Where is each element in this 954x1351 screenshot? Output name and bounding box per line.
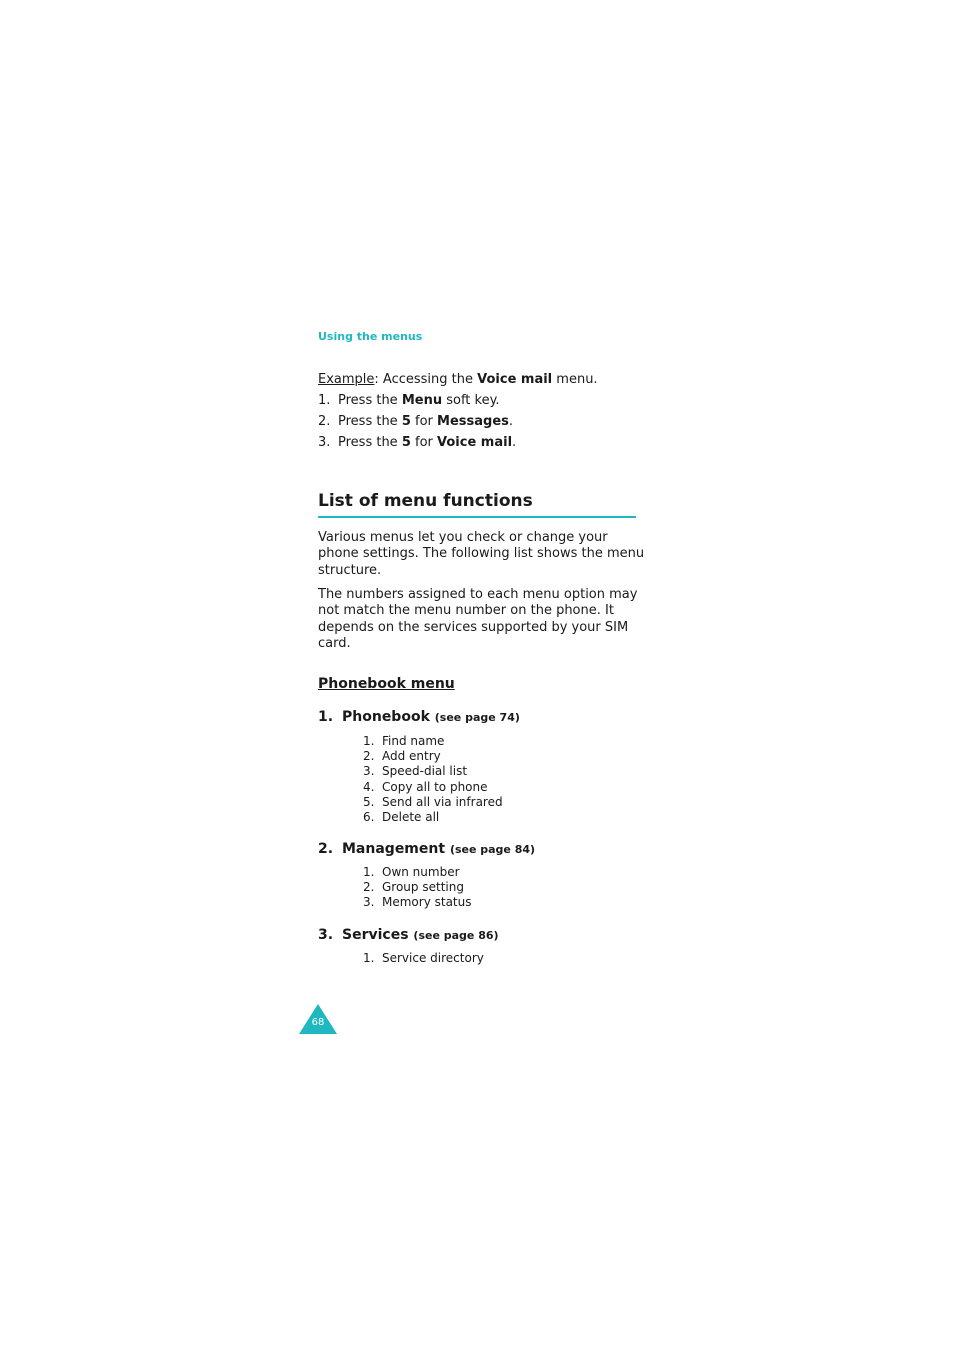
step-number: 3.	[318, 435, 331, 450]
step-number: 2.	[318, 414, 331, 429]
list-item	[363, 810, 503, 825]
submenu-list-management	[363, 865, 472, 911]
item-number: 2.	[363, 880, 375, 895]
menu-heading-services	[318, 927, 499, 943]
item-number: 5.	[363, 794, 375, 809]
step-key: Menu	[401, 393, 443, 408]
page-number-badge	[298, 1003, 338, 1035]
submenu-list-services	[363, 951, 484, 966]
item-label: Add entry	[382, 749, 441, 764]
menu-name: Phonebook	[342, 709, 430, 725]
page-reference: (see page 74)	[434, 711, 520, 724]
item-label: Service directory	[382, 951, 484, 965]
list-item	[363, 895, 472, 910]
list-item	[363, 951, 484, 966]
phonebook-menu-heading: Phonebook menu	[318, 676, 455, 692]
list-item	[363, 749, 503, 764]
step-number: 1.	[318, 393, 331, 408]
step-text: Press the	[338, 435, 402, 450]
item-number: 6.	[363, 810, 375, 825]
list-item	[363, 780, 503, 795]
menu-name: Management	[342, 841, 446, 857]
example-label: Example	[318, 372, 375, 387]
item-label: Delete all	[382, 810, 440, 825]
item-number: 1.	[363, 951, 375, 965]
item-number: 1.	[363, 865, 375, 879]
submenu-list-phonebook	[363, 734, 503, 825]
step-menu: Voice mail	[437, 435, 513, 450]
item-label: Speed-dial list	[382, 764, 468, 779]
step-text: for	[410, 435, 438, 450]
menu-heading-management	[318, 841, 535, 857]
step-text: .	[508, 414, 514, 429]
list-item	[363, 880, 472, 895]
list-item	[363, 764, 503, 779]
step-text: soft key.	[442, 393, 500, 408]
step-text: for	[410, 414, 438, 429]
section-title: List of menu functions	[318, 490, 636, 518]
page-reference: (see page 86)	[413, 929, 499, 942]
note-paragraph: The numbers assigned to each menu option may not match the menu number on the phone. It depends on the services supported by your SIM card.	[318, 587, 638, 652]
item-label: Find name	[382, 734, 445, 748]
step-text: Press the	[338, 414, 402, 429]
step-3	[318, 435, 516, 451]
page-number: 68	[311, 1017, 325, 1028]
item-number: 4.	[363, 779, 375, 794]
item-label: Copy all to phone	[382, 779, 488, 794]
step-text: .	[512, 435, 517, 450]
list-item	[363, 734, 503, 749]
menu-number: 2.	[318, 841, 334, 857]
menu-number: 3.	[318, 927, 334, 943]
item-label: Memory status	[382, 895, 472, 910]
example-text: : Accessing the	[374, 372, 478, 387]
step-menu: Messages	[437, 414, 509, 429]
example-suffix: menu.	[552, 372, 598, 387]
intro-paragraph: Various menus let you check or change your phone settings. The following list shows the menu structure.	[318, 530, 645, 578]
item-number: 3.	[363, 764, 375, 779]
step-key: 5	[401, 435, 411, 450]
list-item	[363, 865, 472, 880]
item-number: 2.	[363, 749, 375, 764]
item-label: Own number	[382, 865, 460, 879]
step-2	[318, 414, 513, 430]
item-label: Group setting	[382, 880, 464, 895]
example-line	[318, 372, 598, 388]
step-1	[318, 393, 500, 409]
page-reference: (see page 84)	[449, 843, 536, 856]
item-label: Send all via infrared	[382, 794, 503, 809]
step-text: Press the	[338, 393, 402, 408]
list-item	[363, 795, 503, 810]
item-number: 3.	[363, 895, 375, 910]
menu-heading-phonebook	[318, 709, 520, 725]
running-header: Using the menus	[318, 330, 423, 343]
menu-name: Services	[342, 927, 409, 943]
example-target: Voice mail	[477, 372, 553, 387]
step-key: 5	[401, 414, 411, 429]
item-number: 1.	[363, 734, 375, 748]
menu-number: 1.	[318, 709, 334, 725]
